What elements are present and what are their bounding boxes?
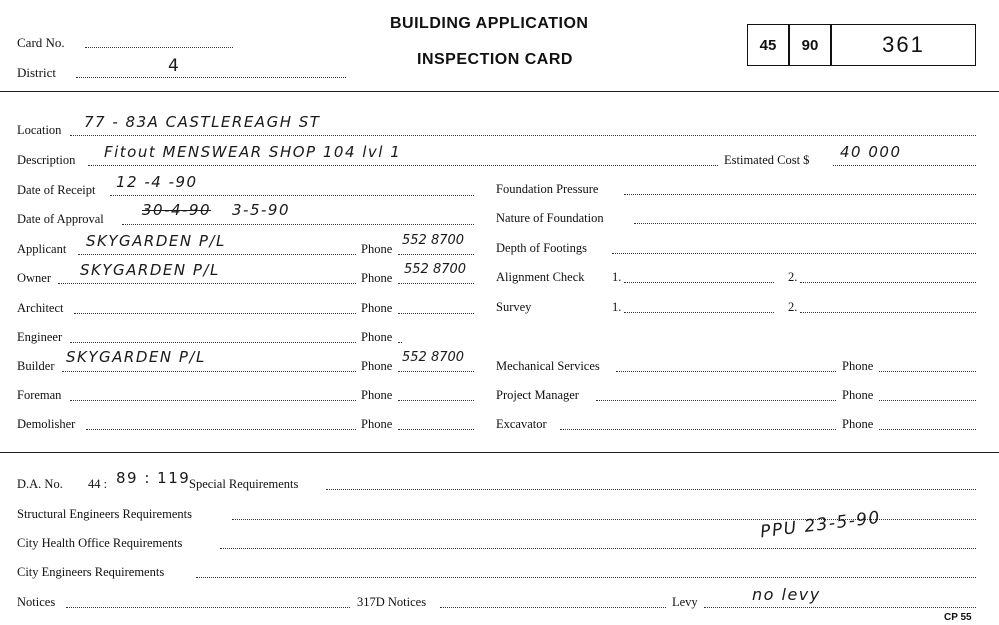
builder-phone-field[interactable] xyxy=(398,371,474,372)
city-health-field[interactable] xyxy=(220,548,976,549)
structural-label: Structural Engineers Requirements xyxy=(17,507,192,521)
district-value: 4 xyxy=(168,56,181,76)
applicant-phone-field[interactable] xyxy=(398,254,474,255)
location-field[interactable] xyxy=(70,135,976,136)
foreman-phone-label: Phone xyxy=(361,388,393,402)
depth-of-footings-label: Depth of Footings xyxy=(496,241,587,255)
levy-field[interactable] xyxy=(704,607,976,608)
date-of-approval-field[interactable] xyxy=(122,224,474,225)
317d-notices-label: 317D Notices xyxy=(357,595,427,609)
card-no-field[interactable] xyxy=(85,47,233,48)
form-code: CP 55 xyxy=(944,612,972,623)
architect-field[interactable] xyxy=(74,313,356,314)
district-field[interactable] xyxy=(76,77,346,78)
date-of-approval-struck: 30-4-90 xyxy=(142,201,212,219)
builder-field[interactable] xyxy=(62,371,356,372)
applicant-phone-value: 552 8700 xyxy=(402,233,465,248)
card-number-box-2: 90 xyxy=(789,24,831,66)
nature-of-foundation-label: Nature of Foundation xyxy=(496,211,604,225)
mechanical-services-phone-label: Phone xyxy=(842,359,874,373)
alignment-check-field-1[interactable] xyxy=(624,282,774,283)
da-no-value: 89 : 119 xyxy=(116,469,191,487)
estimated-cost-label: Estimated Cost $ xyxy=(724,153,810,167)
da-no-label: D.A. No. xyxy=(17,477,63,491)
owner-phone-field[interactable] xyxy=(398,283,474,284)
alignment-check-1: 1. xyxy=(612,270,622,284)
estimated-cost-value: 40 000 xyxy=(840,143,902,161)
nature-of-foundation-field[interactable] xyxy=(634,223,976,224)
engineer-phone-field[interactable] xyxy=(398,342,402,343)
project-manager-phone-label: Phone xyxy=(842,388,874,402)
project-manager-phone-field[interactable] xyxy=(879,400,976,401)
project-manager-field[interactable] xyxy=(596,400,836,401)
alignment-check-field-2[interactable] xyxy=(800,282,976,283)
builder-label: Builder xyxy=(17,359,55,373)
foundation-pressure-field[interactable] xyxy=(624,194,976,195)
builder-phone-label: Phone xyxy=(361,359,393,373)
city-engineers-label: City Engineers Requirements xyxy=(17,565,165,579)
notices-label: Notices xyxy=(17,595,56,609)
foreman-field[interactable] xyxy=(70,400,356,401)
card-number-box-3: 361 xyxy=(831,24,976,66)
applicant-phone-label: Phone xyxy=(361,242,393,256)
special-requirements-field[interactable] xyxy=(326,489,976,490)
demolisher-label: Demolisher xyxy=(17,417,76,431)
owner-value: SKYGARDEN P/L xyxy=(80,261,220,279)
description-label: Description xyxy=(17,153,76,167)
engineer-phone-label: Phone xyxy=(361,330,393,344)
excavator-field[interactable] xyxy=(560,429,836,430)
demolisher-phone-label: Phone xyxy=(361,417,393,431)
survey-field-1[interactable] xyxy=(624,312,774,313)
foreman-label: Foreman xyxy=(17,388,62,402)
architect-phone-field[interactable] xyxy=(398,313,474,314)
location-value: 77 - 83A CASTLEREAGH ST xyxy=(84,113,321,131)
engineer-field[interactable] xyxy=(70,342,356,343)
header-divider xyxy=(0,91,999,92)
location-label: Location xyxy=(17,123,62,137)
applicant-value: SKYGARDEN P/L xyxy=(86,232,226,250)
owner-label: Owner xyxy=(17,271,52,285)
special-requirements-label: Special Requirements xyxy=(189,477,299,491)
owner-phone-value: 552 8700 xyxy=(404,262,467,277)
excavator-phone-label: Phone xyxy=(842,417,874,431)
excavator-label: Excavator xyxy=(496,417,547,431)
title-line1: BUILDING APPLICATION xyxy=(390,15,589,32)
da-no-prefix: 44 : xyxy=(88,477,108,491)
engineer-label: Engineer xyxy=(17,330,63,344)
alignment-check-2: 2. xyxy=(788,270,798,284)
mechanical-services-field[interactable] xyxy=(616,371,836,372)
mechanical-services-label: Mechanical Services xyxy=(496,359,600,373)
survey-field-2[interactable] xyxy=(800,312,976,313)
mechanical-services-phone-field[interactable] xyxy=(879,371,976,372)
city-health-value: PPU 23-5-90 xyxy=(759,507,882,543)
notices-field[interactable] xyxy=(66,607,350,608)
city-engineers-field[interactable] xyxy=(196,577,976,578)
card-no-label: Card No. xyxy=(17,35,65,50)
alignment-check-label: Alignment Check xyxy=(496,270,585,284)
foreman-phone-field[interactable] xyxy=(398,400,474,401)
owner-field[interactable] xyxy=(58,283,356,284)
date-of-approval-value: 3-5-90 xyxy=(232,201,290,219)
architect-label: Architect xyxy=(17,301,64,315)
district-label: District xyxy=(17,65,56,80)
date-of-receipt-value: 12 -4 -90 xyxy=(116,173,198,191)
date-of-approval-label: Date of Approval xyxy=(17,212,104,226)
title-line2: INSPECTION CARD xyxy=(417,51,573,68)
estimated-cost-field[interactable] xyxy=(833,165,976,166)
project-manager-label: Project Manager xyxy=(496,388,579,402)
architect-phone-label: Phone xyxy=(361,301,393,315)
description-field[interactable] xyxy=(88,165,718,166)
card-number-box-1: 45 xyxy=(747,24,789,66)
owner-phone-label: Phone xyxy=(361,271,393,285)
survey-label: Survey xyxy=(496,300,532,314)
builder-phone-value: 552 8700 xyxy=(402,350,465,365)
depth-of-footings-field[interactable] xyxy=(612,253,976,254)
levy-label: Levy xyxy=(672,595,698,609)
survey-2: 2. xyxy=(788,300,798,314)
description-value: Fitout MENSWEAR SHOP 104 lvl 1 xyxy=(104,143,402,161)
317d-notices-field[interactable] xyxy=(440,607,666,608)
city-health-label: City Health Office Requirements xyxy=(17,536,183,550)
date-of-receipt-label: Date of Receipt xyxy=(17,183,96,197)
levy-value: no levy xyxy=(752,585,821,604)
demolisher-field[interactable] xyxy=(86,429,356,430)
survey-1: 1. xyxy=(612,300,622,314)
applicant-label: Applicant xyxy=(17,242,67,256)
builder-value: SKYGARDEN P/L xyxy=(66,348,206,366)
foundation-pressure-label: Foundation Pressure xyxy=(496,182,599,196)
section-divider xyxy=(0,452,999,453)
applicant-field[interactable] xyxy=(78,254,356,255)
demolisher-phone-field[interactable] xyxy=(398,429,474,430)
date-of-receipt-field[interactable] xyxy=(110,195,474,196)
excavator-phone-field[interactable] xyxy=(879,429,976,430)
